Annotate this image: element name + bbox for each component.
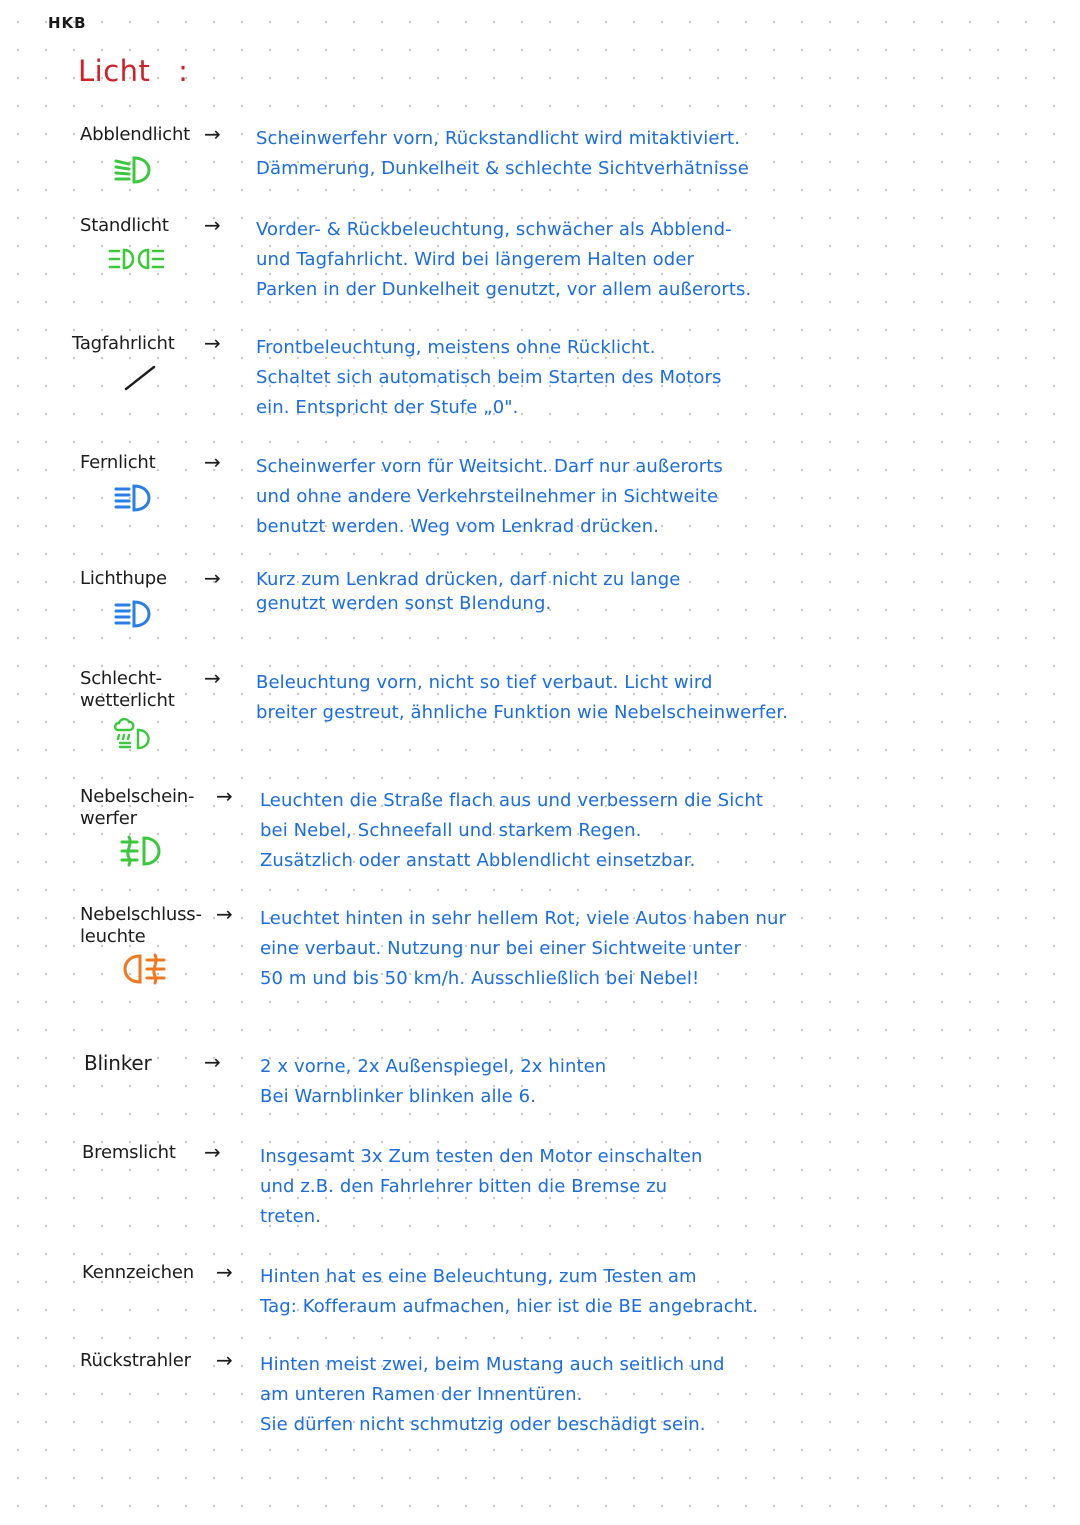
fog-light-icon bbox=[118, 834, 170, 868]
description-line: Leuchten die Straße flach aus und verbessern die Sicht bbox=[260, 790, 764, 811]
term-label: Nebelschluss- leuchte bbox=[80, 904, 202, 947]
bad-weather-light-icon bbox=[110, 716, 158, 752]
description bbox=[256, 568, 896, 616]
description-line: und ohne andere Verkehrsteilnehmer in Sichtweite bbox=[256, 486, 719, 507]
description-line: am unteren Ramen der Innentüren. bbox=[260, 1384, 583, 1405]
term-label: Abblendlicht bbox=[80, 124, 191, 145]
arrow-icon: → bbox=[204, 122, 221, 146]
term-label: Blinker bbox=[84, 1051, 152, 1075]
description-line: 50 m und bis 50 km/h. Ausschließlich bei Nebel! bbox=[260, 968, 700, 989]
arrow-icon: → bbox=[204, 666, 221, 690]
term-label: Schlecht- wetterlicht bbox=[80, 668, 175, 711]
description-line: Vorder- & Rückbeleuchtung, schwächer als Abblend- bbox=[256, 219, 732, 240]
arrow-icon: → bbox=[204, 450, 221, 474]
description-line: eine verbaut. Nutzung nur bei einer Sichtweite unter bbox=[260, 938, 741, 959]
low-beam-icon bbox=[110, 154, 158, 186]
description-line: und Tagfahrlicht. Wird bei längerem Halten oder bbox=[256, 249, 694, 270]
description bbox=[260, 1052, 900, 1112]
description-line: breiter gestreut, ähnliche Funktion wie Nebelscheinwerfer. bbox=[256, 702, 789, 723]
description bbox=[260, 786, 900, 876]
arrow-icon: → bbox=[216, 902, 233, 926]
rear-fog-light-icon bbox=[118, 952, 170, 986]
description-line: Bei Warnblinker blinken alle 6. bbox=[260, 1086, 537, 1107]
term-label: Fernlicht bbox=[80, 452, 156, 473]
description-line: Frontbeleuchtung, meistens ohne Rücklicht. bbox=[256, 337, 656, 358]
description-line: und z.B. den Fahrlehrer bitten die Bremse zu bbox=[260, 1176, 668, 1197]
description bbox=[256, 668, 896, 728]
description-line: ein. Entspricht der Stufe „0". bbox=[256, 397, 519, 418]
description-line: Beleuchtung vorn, nicht so tief verbaut. Licht wird bbox=[256, 672, 713, 693]
high-beam-icon bbox=[110, 482, 158, 514]
description bbox=[260, 1142, 900, 1232]
description-line: Sie dürfen nicht schmutzig oder beschädigt sein. bbox=[260, 1414, 706, 1435]
description-line: treten. bbox=[260, 1206, 322, 1227]
term-label: Bremslicht bbox=[82, 1142, 176, 1163]
initials: HKB bbox=[48, 14, 87, 32]
arrow-icon: → bbox=[204, 1140, 221, 1164]
arrow-icon: → bbox=[204, 213, 221, 237]
page-title-text: Licht bbox=[78, 54, 151, 88]
description-line: benutzt werden. Weg vom Lenkrad drücken. bbox=[256, 516, 660, 537]
arrow-icon: → bbox=[204, 1050, 221, 1074]
term-label: Nebelschein- werfer bbox=[80, 786, 195, 829]
arrow-icon: → bbox=[204, 331, 221, 355]
description-line: genutzt werden sonst Blendung. bbox=[256, 593, 552, 614]
page-title-colon: : bbox=[178, 54, 189, 88]
description-line: 2 x vorne, 2x Außenspiegel, 2x hinten bbox=[260, 1056, 607, 1077]
arrow-icon: → bbox=[216, 1348, 233, 1372]
arrow-icon: → bbox=[216, 1260, 233, 1284]
term-label: Tagfahrlicht bbox=[72, 333, 175, 354]
description-line: Scheinwerfer vorn für Weitsicht. Darf nur außerorts bbox=[256, 456, 723, 477]
arrow-icon: → bbox=[204, 566, 221, 590]
daytime-light-icon bbox=[120, 363, 160, 393]
description-line: Dämmerung, Dunkelheit & schlechte Sichtverhätnisse bbox=[256, 158, 749, 179]
parking-light-icon bbox=[106, 245, 168, 273]
headlight-flasher-icon bbox=[110, 598, 158, 630]
arrow-icon: → bbox=[216, 784, 233, 808]
description-line: Tag: Kofferaum aufmachen, hier ist die BE angebracht. bbox=[260, 1296, 759, 1317]
description bbox=[260, 1262, 900, 1322]
description-line: Leuchtet hinten in sehr hellem Rot, viele Autos haben nur bbox=[260, 908, 787, 929]
description bbox=[256, 333, 896, 423]
description bbox=[256, 452, 896, 542]
description-line: Hinten hat es eine Beleuchtung, zum Testen am bbox=[260, 1266, 697, 1287]
description-line: Hinten meist zwei, beim Mustang auch seitlich und bbox=[260, 1354, 725, 1375]
term-label: Kennzeichen bbox=[82, 1262, 194, 1283]
description bbox=[256, 215, 896, 305]
description-line: bei Nebel, Schneefall und starkem Regen. bbox=[260, 820, 642, 841]
description-line: Kurz zum Lenkrad drücken, darf nicht zu lange bbox=[256, 569, 681, 590]
description-line: Schaltet sich automatisch beim Starten des Motors bbox=[256, 367, 722, 388]
description bbox=[260, 1350, 900, 1440]
page-title bbox=[78, 54, 188, 88]
term-label: Lichthupe bbox=[80, 568, 167, 589]
description-line: Scheinwerfehr vorn, Rückstandlicht wird mitaktiviert. bbox=[256, 128, 741, 149]
term-label: Standlicht bbox=[80, 215, 169, 236]
description bbox=[256, 124, 896, 184]
description-line: Insgesamt 3x Zum testen den Motor einschalten bbox=[260, 1146, 703, 1167]
term-label: Rückstrahler bbox=[80, 1350, 191, 1371]
description bbox=[260, 904, 900, 994]
description-line: Parken in der Dunkelheit genutzt, vor allem außerorts. bbox=[256, 279, 752, 300]
description-line: Zusätzlich oder anstatt Abblendlicht einsetzbar. bbox=[260, 850, 696, 871]
